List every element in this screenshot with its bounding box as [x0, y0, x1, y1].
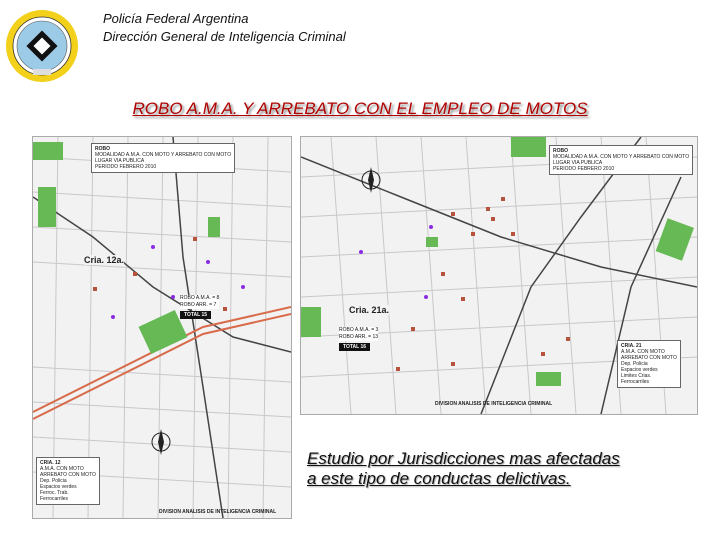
- legend-line: MODALIDAD A.M.A. CON MOTO Y ARREBATO CON MOTO: [95, 152, 232, 158]
- legend-line: CRIA. 12: [40, 460, 61, 466]
- legend-line: LUGAR VIA PUBLICA: [553, 160, 603, 166]
- legend-line: LUGAR VIA PUBLICA: [95, 158, 145, 164]
- count-ama: ROBO A.M.A. = 3: [339, 327, 379, 333]
- slide-caption: [307, 449, 620, 489]
- directorate-name: Dirección General de Inteligencia Criminal: [103, 29, 346, 44]
- incident-total: TOTAL 16: [339, 343, 370, 351]
- police-seal-logo: [5, 9, 79, 83]
- legend-line: PERIODO FEBRERO 2010: [553, 166, 615, 172]
- map-footer: DIVISION ANALISIS DE INTELIGENCIA CRIMINAL: [435, 401, 553, 407]
- legend-line: Ferroc. Trab.: [40, 490, 69, 496]
- map-legend-top-right: [549, 145, 693, 175]
- legend-line: PERIODO FEBRERO 2010: [95, 164, 157, 170]
- jurisdiction-label: Cria. 12a.: [84, 255, 125, 265]
- legend-line: Dep. Policia: [621, 361, 648, 367]
- page-title: ROBO A.M.A. Y ARREBATO CON EL EMPLEO DE MOTOS: [132, 99, 588, 118]
- legend-line: Limites Crias.: [621, 373, 652, 379]
- caption-line-2: a este tipo de conductas delictivas.: [307, 469, 571, 488]
- legend-line: A.M.A. CON MOTO: [40, 466, 84, 472]
- legend-line: Dep. Policia: [40, 478, 67, 484]
- organization-name: Policía Federal Argentina: [103, 11, 249, 26]
- incident-total: TOTAL 15: [180, 311, 211, 319]
- legend-line: ROBO: [95, 146, 110, 152]
- legend-line: ROBO: [553, 148, 568, 154]
- map-legend-bottom-right: [617, 340, 681, 388]
- map-footer: DIVISION ANALISIS DE INTELIGENCIA CRIMINAL: [159, 509, 277, 515]
- map-legend-bottom-left: [36, 457, 100, 505]
- legend-line: ARREBATO CON MOTO: [621, 355, 677, 361]
- count-arr: ROBO ARR. = 7: [180, 302, 217, 308]
- legend-line: Espacios verdes: [40, 484, 77, 490]
- legend-line: A.M.A. CON MOTO: [621, 349, 665, 355]
- legend-line: Espacios verdes: [621, 367, 658, 373]
- incident-counts: [180, 295, 219, 309]
- jurisdiction-map-right: [300, 136, 698, 415]
- count-ama: ROBO A.M.A. = 8: [180, 295, 220, 301]
- count-arr: ROBO ARR. = 13: [339, 334, 379, 340]
- legend-line: Ferrocarriles: [621, 379, 650, 385]
- legend-line: Ferrocarriles: [40, 496, 69, 502]
- jurisdiction-map-left: [32, 136, 292, 519]
- map-legend-top-left: [91, 143, 235, 173]
- legend-line: ARREBATO CON MOTO: [40, 472, 96, 478]
- legend-line: CRIA. 21: [621, 343, 642, 349]
- legend-line: MODALIDAD A.M.A. CON MOTO Y ARREBATO CON MOTO: [553, 154, 690, 160]
- caption-line-1: Estudio por Jurisdicciones mas afectadas: [307, 449, 620, 468]
- incident-counts: [339, 327, 378, 341]
- jurisdiction-label: Cria. 21a.: [349, 305, 390, 315]
